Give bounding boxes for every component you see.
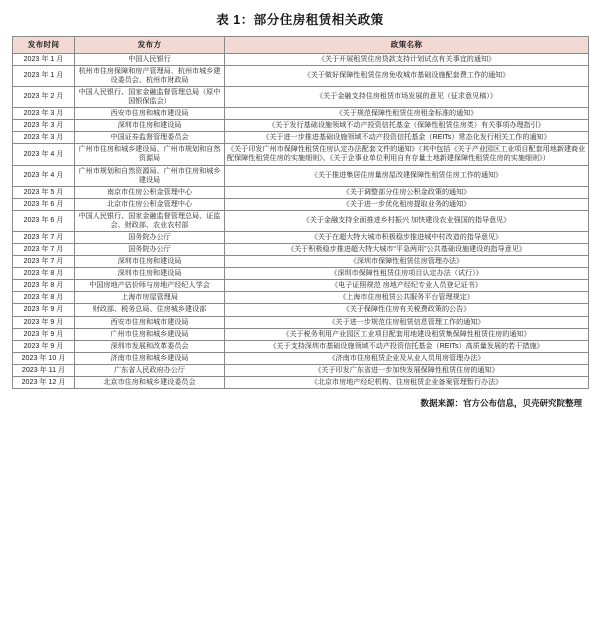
cell-date: 2023 年 6 月 [13,210,75,231]
cell-issuer: 济南市住房和城乡建设局 [75,352,225,364]
cell-policy-name: 《关于调整部分住房公积金政策的通知》 [225,186,589,198]
cell-issuer: 国务院办公厅 [75,231,225,243]
cell-policy-name: 《关于进一步优化租房提取业务的通知》 [225,198,589,210]
cell-date: 2023 年 10 月 [13,352,75,364]
cell-policy-name: 《关于积极稳步推进超大特大城市“平急两用”公共基础设施建设的指导意见》 [225,244,589,256]
cell-policy-name: 《深圳市保障性租赁住房管理办法》 [225,256,589,268]
table-row [13,364,589,376]
cell-policy-name: 《关于金融支持住房租赁市场发展的意见（征求意见稿）》 [225,86,589,107]
cell-date: 2023 年 8 月 [13,292,75,304]
column-header-date: 发布时间 [13,37,75,54]
cell-issuer: 国务院办公厅 [75,244,225,256]
table-row [13,144,589,165]
cell-issuer: 北京市住房公积金管理中心 [75,198,225,210]
cell-policy-name: 《济南市住房租赁企业及从业人员用房管理办法》 [225,352,589,364]
cell-policy-name: 《关于做好保障性租赁住房免收城市基础设施配套费工作的通知》 [225,65,589,86]
cell-issuer: 中国人民银行、国家金融监督管理总局、证监会、财政部、农业农村部 [75,210,225,231]
table-row [13,108,589,120]
table-row [13,231,589,243]
cell-policy-name: 《关于发行基础设施领域不动产投资信托基金（保障性租赁住房类）有关事项办理指引》 [225,120,589,132]
table-row [13,292,589,304]
cell-issuer: 上海市房屋管理局 [75,292,225,304]
cell-date: 2023 年 3 月 [13,132,75,144]
table-row [13,340,589,352]
cell-issuer: 广州市住房和城乡建设局 [75,328,225,340]
cell-issuer: 深圳市发展和改革委员会 [75,340,225,352]
table-row [13,316,589,328]
table-row [13,328,589,340]
cell-date: 2023 年 2 月 [13,86,75,107]
cell-date: 2023 年 7 月 [13,244,75,256]
cell-issuer: 深圳市住房和建设局 [75,120,225,132]
table-row [13,165,589,186]
cell-policy-name: 《关于规范保障性租赁住房租金标准的通知》 [225,108,589,120]
cell-policy-name: 《关于金融支持全面推进乡村振兴 加快建设农业强国的指导意见》 [225,210,589,231]
cell-date: 2023 年 7 月 [13,231,75,243]
table-row [13,132,589,144]
cell-date: 2023 年 7 月 [13,256,75,268]
table-row [13,376,589,388]
table-row [13,210,589,231]
cell-issuer: 西安市住房和城市建设局 [75,108,225,120]
cell-date: 2023 年 9 月 [13,340,75,352]
cell-date: 2023 年 4 月 [13,144,75,165]
cell-policy-name: 《关于在超大特大城市积极稳步推进城中村改造的指导意见》 [225,231,589,243]
table-row [13,86,589,107]
table-body [13,53,589,388]
cell-issuer: 深圳市住房和建设局 [75,256,225,268]
table-row [13,120,589,132]
cell-issuer: 广州市住房和城乡建设局、广州市规划和自然资源局 [75,144,225,165]
table-row [13,53,589,65]
cell-issuer: 北京市住房和城乡建设委员会 [75,376,225,388]
cell-policy-name: 《关于保障性住房有关税费政策的公告》 [225,304,589,316]
page-title: 表 1：部分住房租赁相关政策 [216,13,384,27]
cell-date: 2023 年 1 月 [13,53,75,65]
table-row [13,186,589,198]
cell-policy-name: 《关于支持深圳市基础设施领域不动产投资信托基金（REITs）高质量发展的若干措施》 [225,340,589,352]
cell-policy-name: 《上海市住房租赁公共服务平台管理规定》 [225,292,589,304]
cell-policy-name: 《关于推进集居住房量房屋改建保障性租赁住房工作的通知》 [225,165,589,186]
policy-table [12,36,589,389]
cell-date: 2023 年 9 月 [13,316,75,328]
cell-date: 2023 年 8 月 [13,280,75,292]
cell-issuer: 中国人民银行 [75,53,225,65]
cell-policy-name: 《关于进一步推进基础设施领域不动产投资信托基金（REITs）常态化发行相关工作的通知》 [225,132,589,144]
cell-date: 2023 年 8 月 [13,268,75,280]
cell-issuer: 中国人民银行、国家金融监督管理总局（原中国银保监会） [75,86,225,107]
cell-policy-name: 《关于开展租赁住房贷款支持计划试点有关事宜的通知》 [225,53,589,65]
table-row [13,198,589,210]
cell-policy-name: 《关于印发广东省进一步加快发展保障性租赁住房的通知》 [225,364,589,376]
cell-policy-name: 《关于印发广州市保障性租赁住房认定办法配套文件的通知》（其中包括《关于产业园区工业项目配套用地新建商业配保障性租赁住房的实施细则》、《关于企事业单位利用自有存量土地新建保障性租赁住房的实施细则》） [225,144,589,165]
cell-date: 2023 年 3 月 [13,120,75,132]
cell-date: 2023 年 5 月 [13,186,75,198]
cell-date: 2023 年 9 月 [13,304,75,316]
column-header-issuer: 发布方 [75,37,225,54]
table-row [13,256,589,268]
cell-policy-name: 《关于进一步规范住房租赁信息管理工作的通知》 [225,316,589,328]
cell-issuer: 中国房地产估价师与房地产经纪人学会 [75,280,225,292]
cell-date: 2023 年 11 月 [13,364,75,376]
cell-date: 2023 年 12 月 [13,376,75,388]
column-header-policy: 政策名称 [225,37,589,54]
cell-issuer: 杭州市住房保障和房产管理局、杭州市城乡建设委员会、杭州市财政局 [75,65,225,86]
cell-policy-name: 《深圳市保障性租赁住房项目认定办法（试行）》 [225,268,589,280]
cell-issuer: 广东省人民政府办公厅 [75,364,225,376]
cell-issuer: 南京市住房公积金管理中心 [75,186,225,198]
table-row [13,304,589,316]
table-row [13,65,589,86]
cell-issuer: 财政部、税务总局、住房城乡建设部 [75,304,225,316]
cell-policy-name: 《北京市房地产经纪机构、住房租赁企业备案管理暂行办法》 [225,376,589,388]
cell-policy-name: 《电子证照规范 房地产经纪专业人员登记证书》 [225,280,589,292]
cell-date: 2023 年 9 月 [13,328,75,340]
cell-date: 2023 年 4 月 [13,165,75,186]
cell-date: 2023 年 6 月 [13,198,75,210]
table-row [13,268,589,280]
table-header [13,37,589,54]
cell-issuer: 广州市规划和自然资源局、广州市住房和城乡建设局 [75,165,225,186]
cell-date: 2023 年 1 月 [13,65,75,86]
cell-policy-name: 《关于税务利用产业园区工业项目配套用地建设租赁集保障性租赁住房的通知》 [225,328,589,340]
cell-issuer: 深圳市住房和建设局 [75,268,225,280]
table-row [13,352,589,364]
table-row [13,244,589,256]
source-note: 数据来源：官方公布信息，贝壳研究院整理 [420,397,582,408]
cell-issuer: 西安市住房和城市建设局 [75,316,225,328]
cell-date: 2023 年 3 月 [13,108,75,120]
table-row [13,280,589,292]
table-header-row [13,37,589,54]
cell-issuer: 中国证券监督管理委员会 [75,132,225,144]
